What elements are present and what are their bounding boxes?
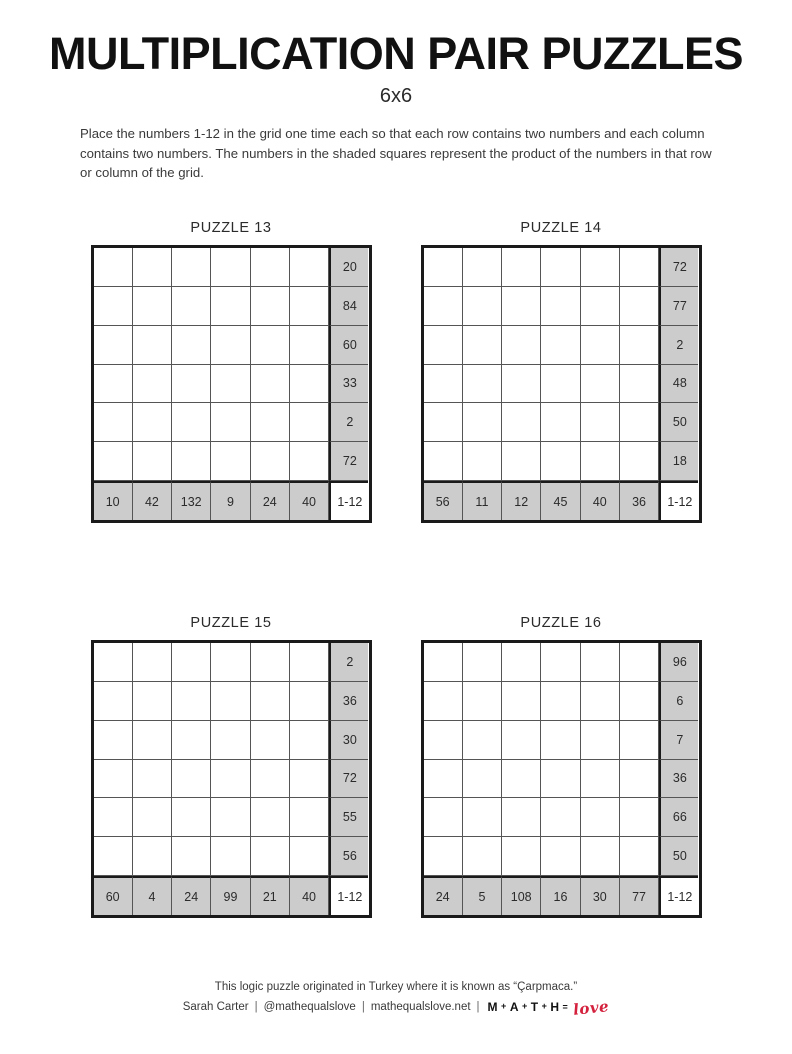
grid-empty-cell[interactable] [172, 837, 211, 876]
row-product-clue: 6 [659, 682, 698, 721]
column-product-clue: 56 [424, 481, 463, 520]
grid-empty-cell[interactable] [424, 442, 463, 481]
grid-empty-cell[interactable] [172, 287, 211, 326]
grid-empty-cell[interactable] [290, 442, 329, 481]
column-product-clue: 108 [502, 876, 541, 915]
grid-empty-cell[interactable] [502, 403, 541, 442]
grid-empty-cell[interactable] [251, 442, 290, 481]
grid-empty-cell[interactable] [541, 798, 580, 837]
puzzle-block-16 [411, 615, 711, 918]
grid-empty-cell[interactable] [211, 326, 250, 365]
footer-author: Sarah Carter [182, 1001, 249, 1013]
row-product-clue: 56 [329, 837, 368, 876]
puzzle-label: PUZZLE 13 [190, 220, 272, 236]
row-product-clue: 2 [329, 643, 368, 682]
grid-empty-cell[interactable] [133, 287, 172, 326]
grid-empty-cell[interactable] [172, 248, 211, 287]
grid-empty-cell[interactable] [94, 682, 133, 721]
grid-empty-cell[interactable] [541, 248, 580, 287]
grid-empty-cell[interactable] [502, 442, 541, 481]
grid-empty-cell[interactable] [581, 287, 620, 326]
grid-corner-label: 1-12 [329, 876, 368, 915]
puzzle-grid[interactable] [421, 245, 702, 523]
grid-empty-cell[interactable] [581, 798, 620, 837]
grid-empty-cell[interactable] [251, 682, 290, 721]
grid-empty-cell[interactable] [502, 643, 541, 682]
grid-empty-cell[interactable] [172, 442, 211, 481]
grid-empty-cell[interactable] [251, 365, 290, 404]
grid-empty-cell[interactable] [133, 682, 172, 721]
grid-empty-cell[interactable] [463, 760, 502, 799]
row-product-clue: 2 [329, 403, 368, 442]
row-product-clue: 72 [659, 248, 698, 287]
row-product-clue: 2 [659, 326, 698, 365]
grid-empty-cell[interactable] [463, 248, 502, 287]
grid-empty-cell[interactable] [94, 760, 133, 799]
grid-empty-cell[interactable] [211, 760, 250, 799]
grid-empty-cell[interactable] [541, 682, 580, 721]
footer-origin-note: This logic puzzle originated in Turkey where it is known as “Çarpmaca.” [214, 981, 578, 993]
grid-empty-cell[interactable] [172, 760, 211, 799]
grid-empty-cell[interactable] [502, 365, 541, 404]
row-product-clue: 48 [659, 365, 698, 404]
grid-empty-cell[interactable] [541, 837, 580, 876]
grid-empty-cell[interactable] [172, 643, 211, 682]
grid-empty-cell[interactable] [211, 643, 250, 682]
footer-separator: | [361, 1001, 365, 1013]
grid-empty-cell[interactable] [463, 798, 502, 837]
instructions-paragraph: Place the numbers 1-12 in the grid one time each so that each row contains two numbers and each column contains two numbers. The numbers in the shaded squares represent the product of the numbers in that row or column of the grid. [80, 126, 712, 181]
grid-empty-cell[interactable] [620, 682, 659, 721]
column-product-clue: 77 [620, 876, 659, 915]
grid-empty-cell[interactable] [620, 798, 659, 837]
column-product-clue: 24 [424, 876, 463, 915]
grid-empty-cell[interactable] [172, 403, 211, 442]
grid-empty-cell[interactable] [251, 837, 290, 876]
column-product-clue: 9 [211, 481, 250, 520]
grid-empty-cell[interactable] [463, 442, 502, 481]
grid-empty-cell[interactable] [424, 365, 463, 404]
column-product-clue: 60 [94, 876, 133, 915]
footer-website[interactable]: mathequalslove.net [370, 1001, 471, 1013]
grid-empty-cell[interactable] [211, 798, 250, 837]
grid-empty-cell[interactable] [424, 837, 463, 876]
grid-empty-cell[interactable] [581, 403, 620, 442]
puzzle-grid[interactable] [91, 640, 372, 918]
grid-empty-cell[interactable] [620, 721, 659, 760]
puzzle-label: PUZZLE 16 [520, 615, 602, 631]
column-product-clue: 10 [94, 481, 133, 520]
grid-empty-cell[interactable] [581, 682, 620, 721]
grid-empty-cell[interactable] [211, 287, 250, 326]
grid-empty-cell[interactable] [541, 643, 580, 682]
column-product-clue: 40 [290, 876, 329, 915]
grid-empty-cell[interactable] [581, 837, 620, 876]
grid-empty-cell[interactable] [620, 287, 659, 326]
grid-empty-cell[interactable] [94, 248, 133, 287]
row-product-clue: 20 [329, 248, 368, 287]
grid-empty-cell[interactable] [133, 442, 172, 481]
grid-empty-cell[interactable] [463, 365, 502, 404]
logo-letter-m: M [487, 1000, 499, 1014]
grid-empty-cell[interactable] [290, 837, 329, 876]
grid-empty-cell[interactable] [424, 287, 463, 326]
grid-empty-cell[interactable] [133, 365, 172, 404]
grid-corner-label: 1-12 [659, 876, 698, 915]
grid-empty-cell[interactable] [251, 248, 290, 287]
grid-empty-cell[interactable] [424, 643, 463, 682]
footer [0, 981, 792, 1019]
grid-empty-cell[interactable] [94, 643, 133, 682]
grid-empty-cell[interactable] [620, 643, 659, 682]
puzzle-grid[interactable] [421, 640, 702, 918]
grid-empty-cell[interactable] [463, 643, 502, 682]
grid-empty-cell[interactable] [424, 248, 463, 287]
footer-separator: | [476, 1001, 480, 1013]
row-product-clue: 66 [659, 798, 698, 837]
row-product-clue: 72 [329, 760, 368, 799]
grid-empty-cell[interactable] [251, 287, 290, 326]
grid-empty-cell[interactable] [541, 442, 580, 481]
grid-empty-cell[interactable] [502, 721, 541, 760]
worksheet-page [0, 30, 792, 1054]
grid-empty-cell[interactable] [251, 760, 290, 799]
grid-empty-cell[interactable] [172, 798, 211, 837]
column-product-clue: 99 [211, 876, 250, 915]
grid-empty-cell[interactable] [211, 442, 250, 481]
grid-empty-cell[interactable] [172, 721, 211, 760]
column-product-clue: 132 [172, 481, 211, 520]
puzzle-block-14 [411, 220, 711, 523]
grid-empty-cell[interactable] [424, 760, 463, 799]
grid-empty-cell[interactable] [251, 798, 290, 837]
grid-empty-cell[interactable] [620, 365, 659, 404]
column-product-clue: 4 [133, 876, 172, 915]
grid-empty-cell[interactable] [133, 798, 172, 837]
grid-empty-cell[interactable] [251, 403, 290, 442]
grid-empty-cell[interactable] [94, 442, 133, 481]
puzzle-grid[interactable] [91, 245, 372, 523]
grid-empty-cell[interactable] [581, 643, 620, 682]
row-product-clue: 50 [659, 403, 698, 442]
grid-empty-cell[interactable] [94, 837, 133, 876]
row-product-clue: 96 [659, 643, 698, 682]
column-product-clue: 42 [133, 481, 172, 520]
grid-empty-cell[interactable] [620, 837, 659, 876]
column-product-clue: 16 [541, 876, 580, 915]
grid-empty-cell[interactable] [290, 287, 329, 326]
logo-letter-t: T [530, 1000, 539, 1014]
column-product-clue: 40 [290, 481, 329, 520]
grid-empty-cell[interactable] [463, 326, 502, 365]
grid-empty-cell[interactable] [211, 721, 250, 760]
grid-empty-cell[interactable] [94, 403, 133, 442]
grid-empty-cell[interactable] [581, 248, 620, 287]
column-product-clue: 40 [581, 481, 620, 520]
grid-empty-cell[interactable] [620, 760, 659, 799]
puzzles-container [0, 220, 792, 918]
grid-empty-cell[interactable] [463, 403, 502, 442]
grid-empty-cell[interactable] [541, 287, 580, 326]
grid-empty-cell[interactable] [424, 403, 463, 442]
grid-empty-cell[interactable] [502, 248, 541, 287]
grid-empty-cell[interactable] [290, 643, 329, 682]
grid-empty-cell[interactable] [541, 326, 580, 365]
column-product-clue: 11 [463, 481, 502, 520]
grid-empty-cell[interactable] [133, 643, 172, 682]
grid-empty-cell[interactable] [133, 721, 172, 760]
grid-empty-cell[interactable] [424, 721, 463, 760]
grid-corner-label: 1-12 [659, 481, 698, 520]
grid-corner-label: 1-12 [329, 481, 368, 520]
grid-empty-cell[interactable] [94, 721, 133, 760]
grid-empty-cell[interactable] [94, 365, 133, 404]
grid-empty-cell[interactable] [581, 760, 620, 799]
grid-empty-cell[interactable] [581, 365, 620, 404]
math-equals-love-logo [487, 997, 611, 1019]
column-product-clue: 36 [620, 481, 659, 520]
grid-empty-cell[interactable] [211, 248, 250, 287]
column-product-clue: 12 [502, 481, 541, 520]
plus-icon: + [521, 1001, 528, 1011]
page-title: MULTIPLICATION PAIR PUZZLES [49, 28, 743, 79]
column-product-clue: 24 [172, 876, 211, 915]
row-product-clue: 50 [659, 837, 698, 876]
grid-empty-cell[interactable] [94, 326, 133, 365]
grid-empty-cell[interactable] [290, 403, 329, 442]
column-product-clue: 45 [541, 481, 580, 520]
row-product-clue: 33 [329, 365, 368, 404]
grid-empty-cell[interactable] [620, 442, 659, 481]
grid-empty-cell[interactable] [133, 837, 172, 876]
grid-empty-cell[interactable] [463, 837, 502, 876]
grid-empty-cell[interactable] [290, 682, 329, 721]
row-product-clue: 55 [329, 798, 368, 837]
grid-empty-cell[interactable] [290, 721, 329, 760]
grid-empty-cell[interactable] [172, 326, 211, 365]
grid-empty-cell[interactable] [133, 403, 172, 442]
grid-empty-cell[interactable] [251, 326, 290, 365]
row-product-clue: 84 [329, 287, 368, 326]
grid-empty-cell[interactable] [620, 403, 659, 442]
grid-empty-cell[interactable] [251, 643, 290, 682]
logo-love-script: love [572, 997, 611, 1019]
grid-empty-cell[interactable] [94, 798, 133, 837]
grid-empty-cell[interactable] [211, 403, 250, 442]
logo-letter-h: H [550, 1000, 560, 1014]
row-product-clue: 60 [329, 326, 368, 365]
puzzle-label: PUZZLE 14 [520, 220, 602, 236]
grid-empty-cell[interactable] [502, 326, 541, 365]
grid-empty-cell[interactable] [463, 287, 502, 326]
grid-empty-cell[interactable] [424, 682, 463, 721]
row-product-clue: 30 [329, 721, 368, 760]
grid-empty-cell[interactable] [463, 721, 502, 760]
puzzle-block-13 [81, 220, 381, 523]
footer-credits [0, 997, 792, 1019]
grid-empty-cell[interactable] [211, 365, 250, 404]
grid-empty-cell[interactable] [133, 760, 172, 799]
grid-empty-cell[interactable] [211, 682, 250, 721]
plus-icon: + [541, 1001, 548, 1011]
grid-empty-cell[interactable] [172, 365, 211, 404]
grid-empty-cell[interactable] [620, 248, 659, 287]
row-product-clue: 72 [329, 442, 368, 481]
page-subtitle: 6x6 [379, 85, 413, 108]
grid-empty-cell[interactable] [290, 365, 329, 404]
grid-empty-cell[interactable] [620, 326, 659, 365]
grid-empty-cell[interactable] [541, 721, 580, 760]
grid-empty-cell[interactable] [463, 682, 502, 721]
grid-empty-cell[interactable] [581, 721, 620, 760]
grid-empty-cell[interactable] [94, 287, 133, 326]
logo-letter-a: A [509, 1000, 519, 1014]
grid-empty-cell[interactable] [541, 760, 580, 799]
row-product-clue: 7 [659, 721, 698, 760]
footer-separator: | [254, 1001, 258, 1013]
grid-empty-cell[interactable] [541, 365, 580, 404]
row-product-clue: 36 [329, 682, 368, 721]
grid-empty-cell[interactable] [290, 248, 329, 287]
puzzle-block-15 [81, 615, 381, 918]
grid-empty-cell[interactable] [541, 403, 580, 442]
grid-empty-cell[interactable] [581, 442, 620, 481]
grid-empty-cell[interactable] [290, 326, 329, 365]
grid-empty-cell[interactable] [502, 287, 541, 326]
grid-empty-cell[interactable] [290, 798, 329, 837]
column-product-clue: 21 [251, 876, 290, 915]
grid-empty-cell[interactable] [502, 682, 541, 721]
grid-empty-cell[interactable] [424, 326, 463, 365]
grid-empty-cell[interactable] [251, 721, 290, 760]
grid-empty-cell[interactable] [211, 837, 250, 876]
puzzle-row-bottom [0, 615, 792, 918]
grid-empty-cell[interactable] [290, 760, 329, 799]
column-product-clue: 30 [581, 876, 620, 915]
row-product-clue: 77 [659, 287, 698, 326]
grid-empty-cell[interactable] [502, 760, 541, 799]
grid-empty-cell[interactable] [502, 837, 541, 876]
plus-icon: + [501, 1001, 507, 1011]
puzzle-row-top [0, 220, 792, 523]
equals-icon: = [562, 1002, 569, 1012]
grid-empty-cell[interactable] [424, 798, 463, 837]
grid-empty-cell[interactable] [502, 798, 541, 837]
row-product-clue: 36 [659, 760, 698, 799]
puzzle-label: PUZZLE 15 [190, 615, 272, 631]
column-product-clue: 24 [251, 481, 290, 520]
column-product-clue: 5 [463, 876, 502, 915]
row-product-clue: 18 [659, 442, 698, 481]
grid-empty-cell[interactable] [133, 248, 172, 287]
grid-empty-cell[interactable] [172, 682, 211, 721]
footer-handle: @mathequalslove [263, 1001, 356, 1013]
grid-empty-cell[interactable] [133, 326, 172, 365]
grid-empty-cell[interactable] [581, 326, 620, 365]
